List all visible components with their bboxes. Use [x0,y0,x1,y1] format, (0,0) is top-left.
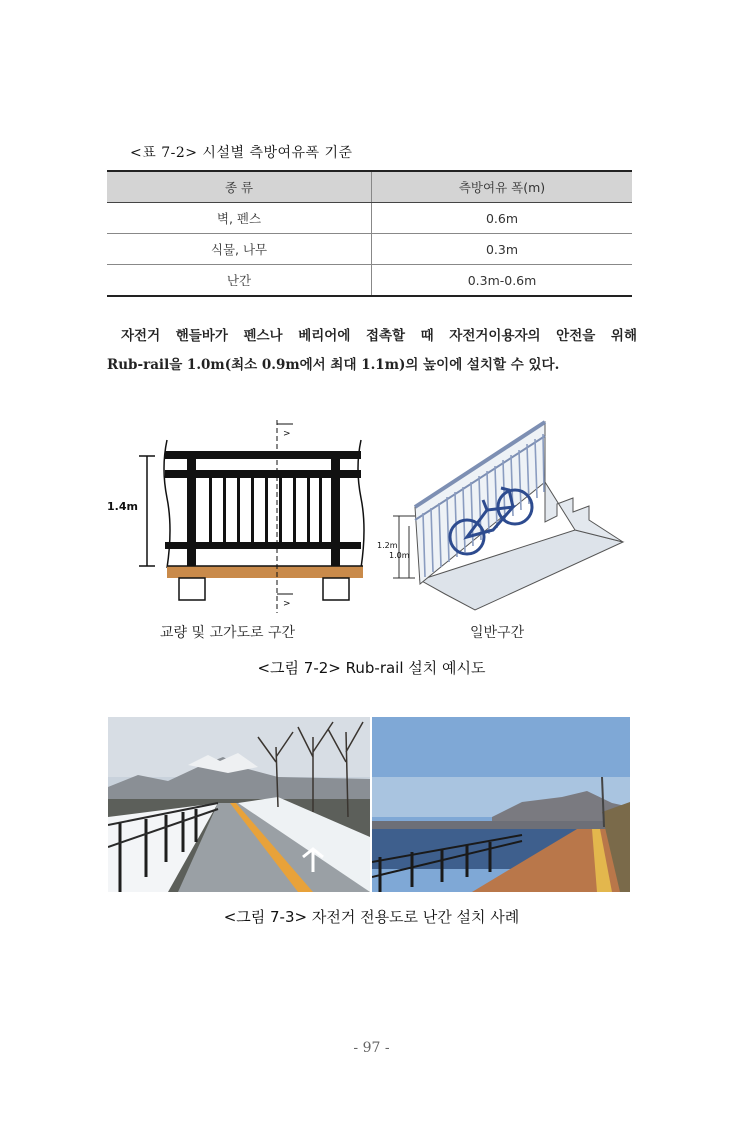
header-type: 종 류 [107,171,372,203]
height-label-1-4m: 1.4m [107,500,138,513]
bridge-railing-drawing [105,418,375,618]
table-caption: <표 7-2> 시설별 측방여유폭 기준 [130,145,353,161]
paragraph-line-2: Rub-rail을 1.0m(최소 0.9m에서 최대 1.1m)의 높이에 설치할 수 있다. [107,357,560,373]
row-width: 0.6m [372,203,633,234]
table-row [107,265,632,297]
row-type: 식물, 나무 [107,234,372,265]
row-width: 0.3m-0.6m [372,265,633,297]
section-mark-bottom: > [283,599,291,609]
label-general-section: 일반구간 [470,625,525,641]
clearance-table [107,170,632,297]
height-label-1-0m: 1.0m [389,551,410,560]
label-bridge-section: 교량 및 고가도로 구간 [160,625,296,641]
table-row [107,203,632,234]
photo-riverside-bike-path [372,717,630,892]
row-type: 난간 [107,265,372,297]
height-label-1-2m: 1.2m [377,541,398,550]
body-paragraph [107,322,637,380]
figure-7-2-caption: <그림 7-2> Rub-rail 설치 예시도 [257,659,486,677]
table-row [107,234,632,265]
paragraph-line-1: 자전거 핸들바가 펜스나 베리어에 접촉할 때 자전거이용자의 안전을 위해 [121,328,637,344]
section-mark-top: > [283,429,291,439]
page-number: - 97 - [353,1040,390,1056]
row-type: 벽, 펜스 [107,203,372,234]
photo-winter-bike-path [108,717,370,892]
row-width: 0.3m [372,234,633,265]
table-header-row [107,171,632,203]
figure-7-3-caption: <그림 7-3> 자전거 전용도로 난간 설치 사례 [223,908,520,926]
header-width: 측방여유 폭(m) [372,171,633,203]
general-section-drawing [375,412,630,622]
